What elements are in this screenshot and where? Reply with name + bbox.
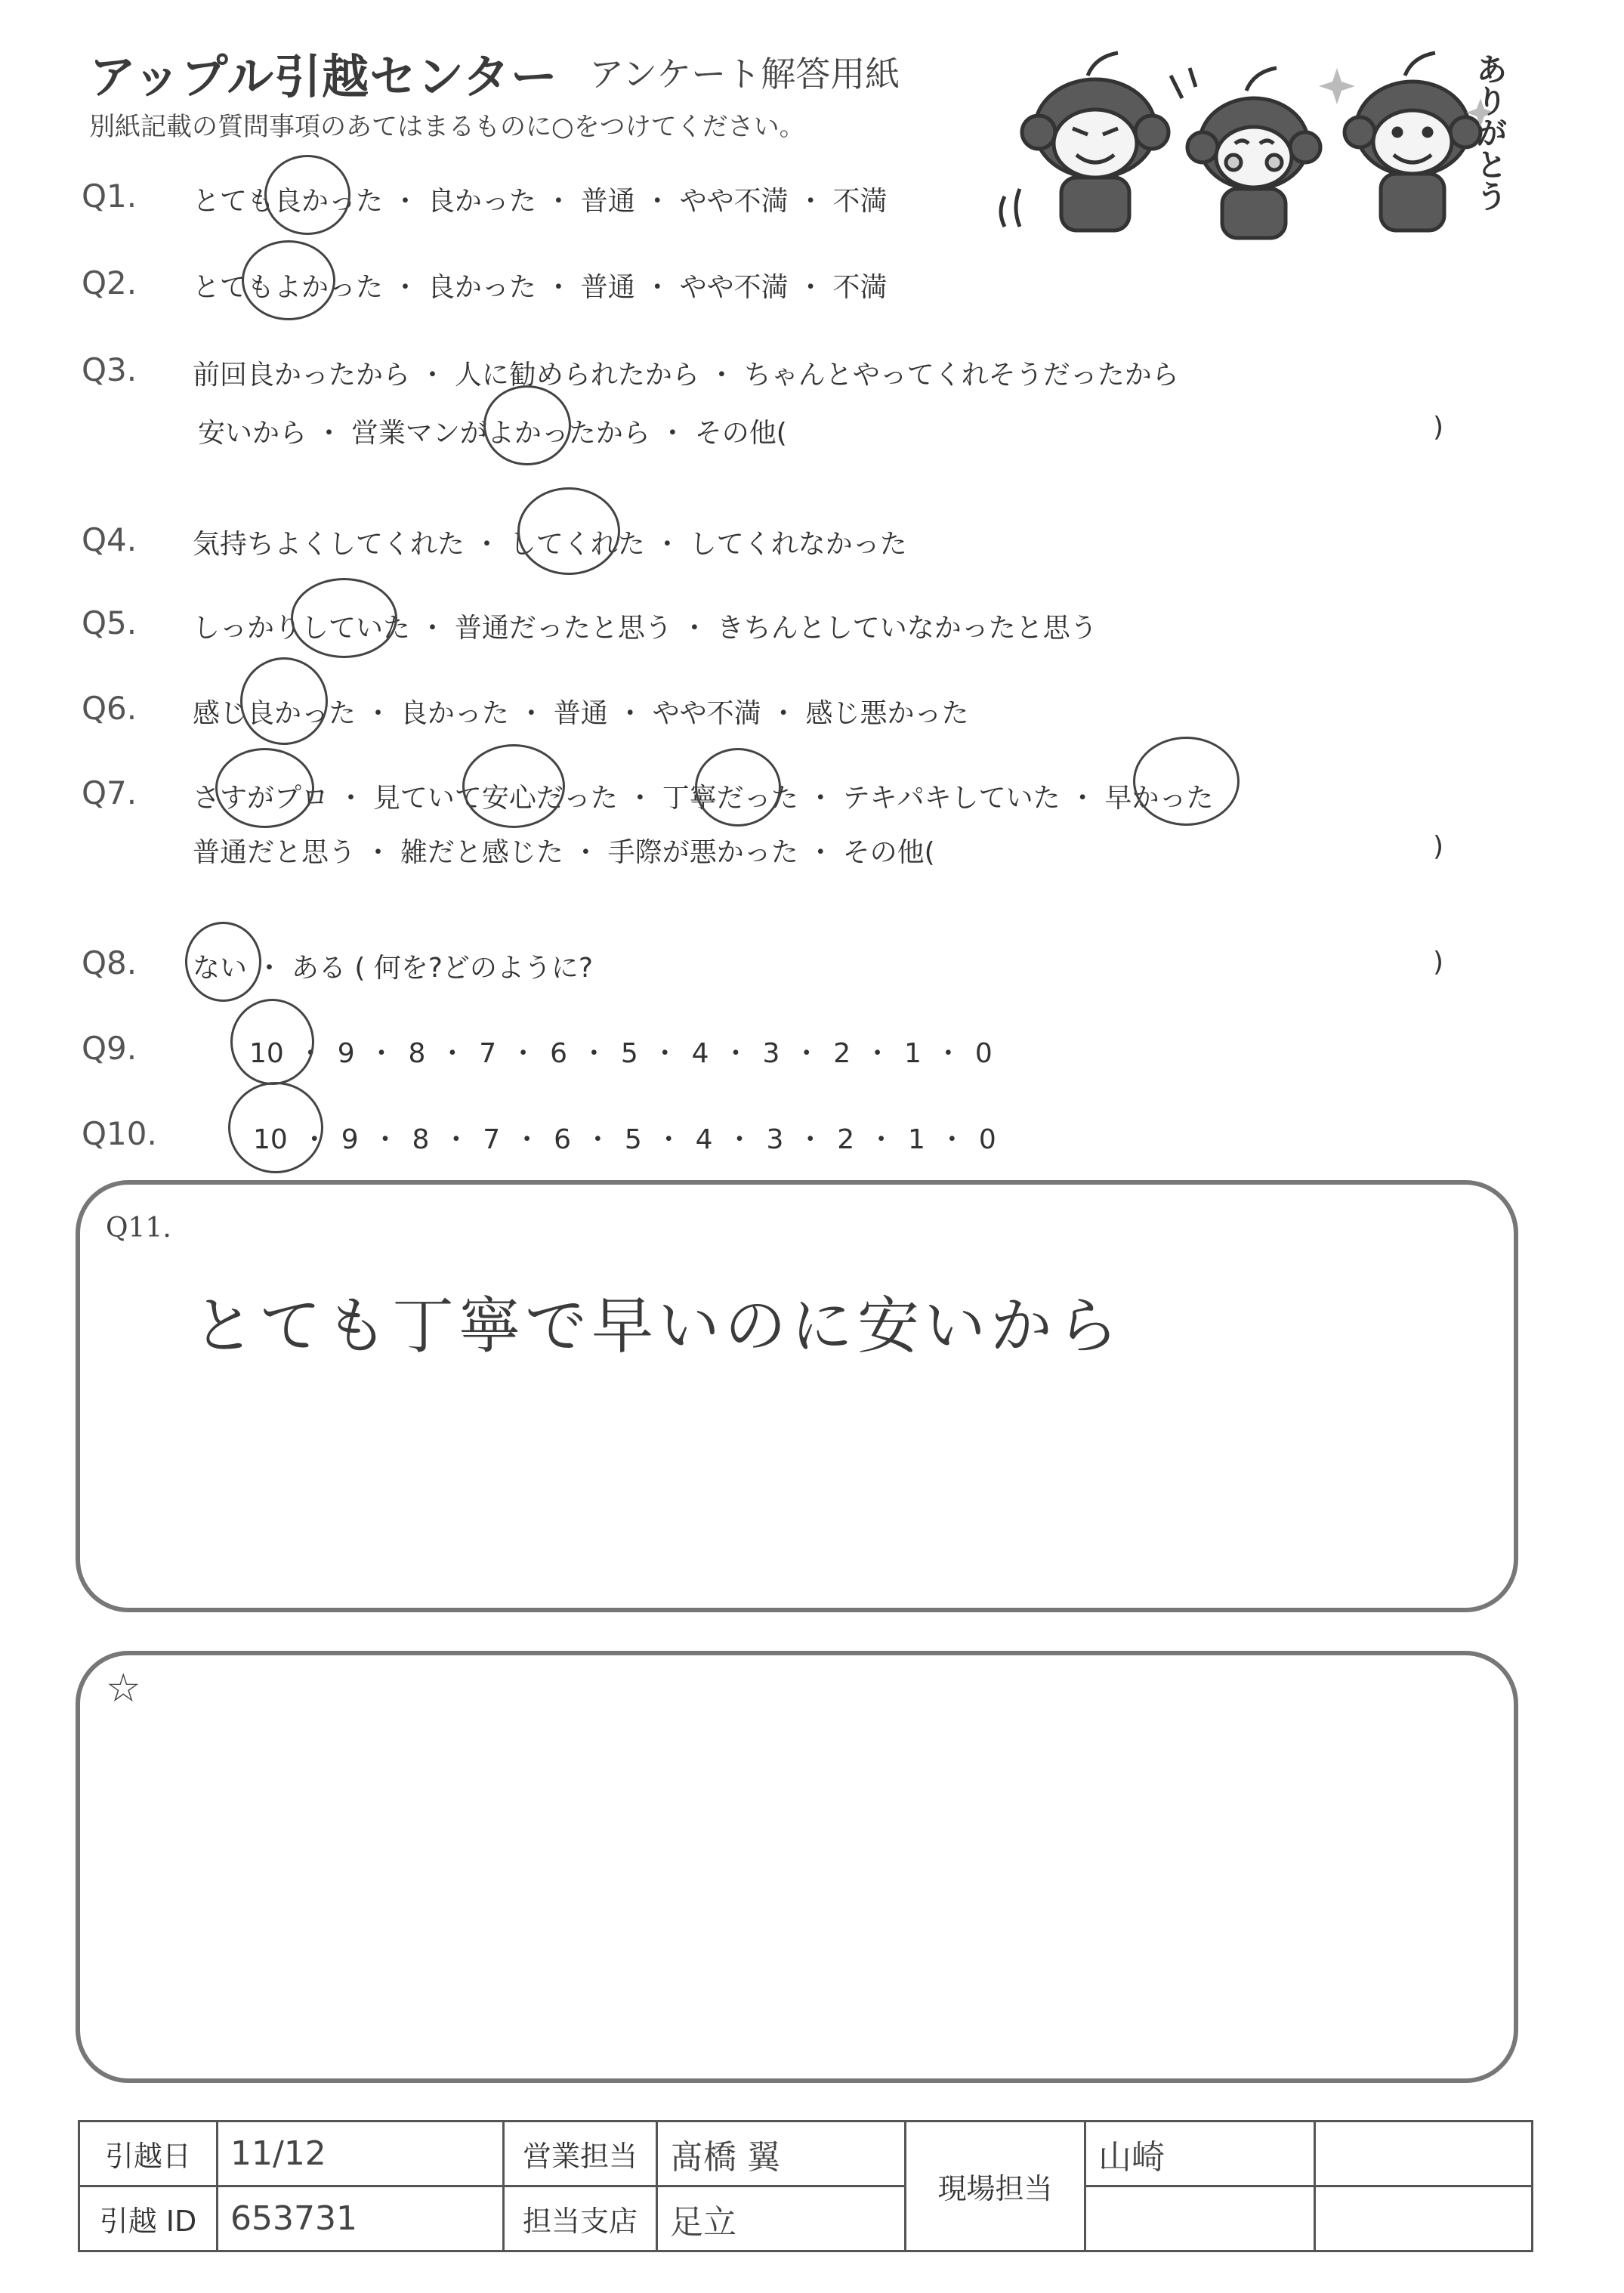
star-icon: ☆ [106,1666,141,1711]
site-rep-cell-2[interactable] [1085,2186,1315,2251]
notes-box[interactable] [76,1651,1518,2083]
q8-close-paren: ) [1433,947,1444,978]
move-date-value[interactable]: 11/12 [218,2121,504,2186]
q7-selection-circle-hayakatta [1133,737,1240,826]
q10-label: Q10. [82,1115,157,1152]
q1-label: Q1. [82,178,137,215]
q9-label: Q9. [82,1030,137,1067]
move-date-label: 引越日 [79,2121,218,2186]
branch-label: 担当支店 [504,2186,657,2251]
q2-options[interactable]: とてもよかった ・ 良かった ・ 普通 ・ やや不満 ・ 不満 [193,272,888,303]
q11-handwritten-answer: とても丁寧で早いのに安いから [193,1290,1124,1362]
q7-selection-circle-pro [215,748,314,828]
q1-options[interactable]: とても良かった ・ 良かった ・ 普通 ・ やや不満 ・ 不満 [193,186,888,217]
q7-selection-circle-anshin [462,744,565,828]
q7-options-line2[interactable]: 普通だと思う ・ 雑だと感じた ・ 手際が悪かった ・ その他( [193,837,935,868]
q4-options[interactable]: 気持ちよくしてくれた ・ してくれた ・ してくれなかった [193,529,907,560]
q9-options[interactable]: 10 ・ 9 ・ 8 ・ 7 ・ 6 ・ 5 ・ 4 ・ 3 ・ 2 ・ 1 ・ 0 [249,1038,993,1069]
q4-label: Q4. [82,521,137,558]
q5-label: Q5. [82,604,137,641]
q3-options-line2[interactable]: 安いから ・ 営業マンがよかったから ・ その他( [198,418,787,449]
q10-selection-circle [228,1082,323,1173]
q11-answer-box[interactable] [76,1180,1518,1612]
q3-options-line1[interactable]: 前回良かったから ・ 人に勧められたから ・ ちゃんとやってくれそうだったから [193,360,1179,391]
q8-selection-circle [185,922,261,1002]
q4-selection-circle [517,487,620,575]
mascot-monkeys-illustration [982,45,1511,249]
q8-label: Q8. [82,944,137,981]
q2-selection-circle [242,240,335,320]
site-rep-extra-cell-2[interactable] [1315,2186,1533,2251]
mascot-thanks-text: ありがとう [1471,53,1508,212]
sales-rep-value[interactable]: 髙橋 翼 [657,2121,906,2186]
info-table [78,2120,1533,2252]
q8-options[interactable]: ない ・ ある ( 何を?どのように? [193,953,594,984]
q2-label: Q2. [82,264,137,301]
q7-label: Q7. [82,774,137,811]
q3-label: Q3. [82,351,137,388]
form-title: アンケート解答用紙 [589,54,900,94]
branch-value[interactable]: 足立 [657,2186,906,2251]
q7-close-paren: ) [1433,831,1444,862]
sales-rep-label: 営業担当 [504,2121,657,2186]
q6-options[interactable]: 感じ良かった ・ 良かった ・ 普通 ・ やや不満 ・ 感じ悪かった [193,698,969,729]
site-rep-label: 現場担当 [906,2121,1085,2251]
q6-label: Q6. [82,690,137,727]
q3-selection-circle [483,385,571,465]
q10-options[interactable]: 10 ・ 9 ・ 8 ・ 7 ・ 6 ・ 5 ・ 4 ・ 3 ・ 2 ・ 1 ・ 0 [253,1124,996,1155]
q7-selection-circle-teinei [695,748,781,827]
site-rep-extra-cell[interactable] [1315,2121,1533,2186]
q11-label: Q11. [106,1213,171,1244]
instruction-text: 別紙記載の質問事項のあてはまるものに○をつけてください。 [89,112,805,142]
q9-selection-circle [230,999,314,1085]
q3-close-paren: ) [1433,412,1444,443]
q5-selection-circle [291,578,397,658]
q7-options-line1[interactable]: さすがプロ ・ 見ていて安心だった ・ 丁寧だった ・ テキパキしていた ・ 早かった [193,783,1214,814]
q6-selection-circle [240,657,328,745]
move-id-label: 引越 ID [79,2186,218,2251]
company-name: アップル引越センター [89,49,558,104]
q5-options[interactable]: しっかりしていた ・ 普通だったと思う ・ きちんとしていなかったと思う [193,613,1098,644]
site-rep-value[interactable]: 山崎 [1085,2121,1315,2186]
move-id-value[interactable]: 653731 [218,2186,504,2251]
q1-selection-circle [264,155,350,235]
